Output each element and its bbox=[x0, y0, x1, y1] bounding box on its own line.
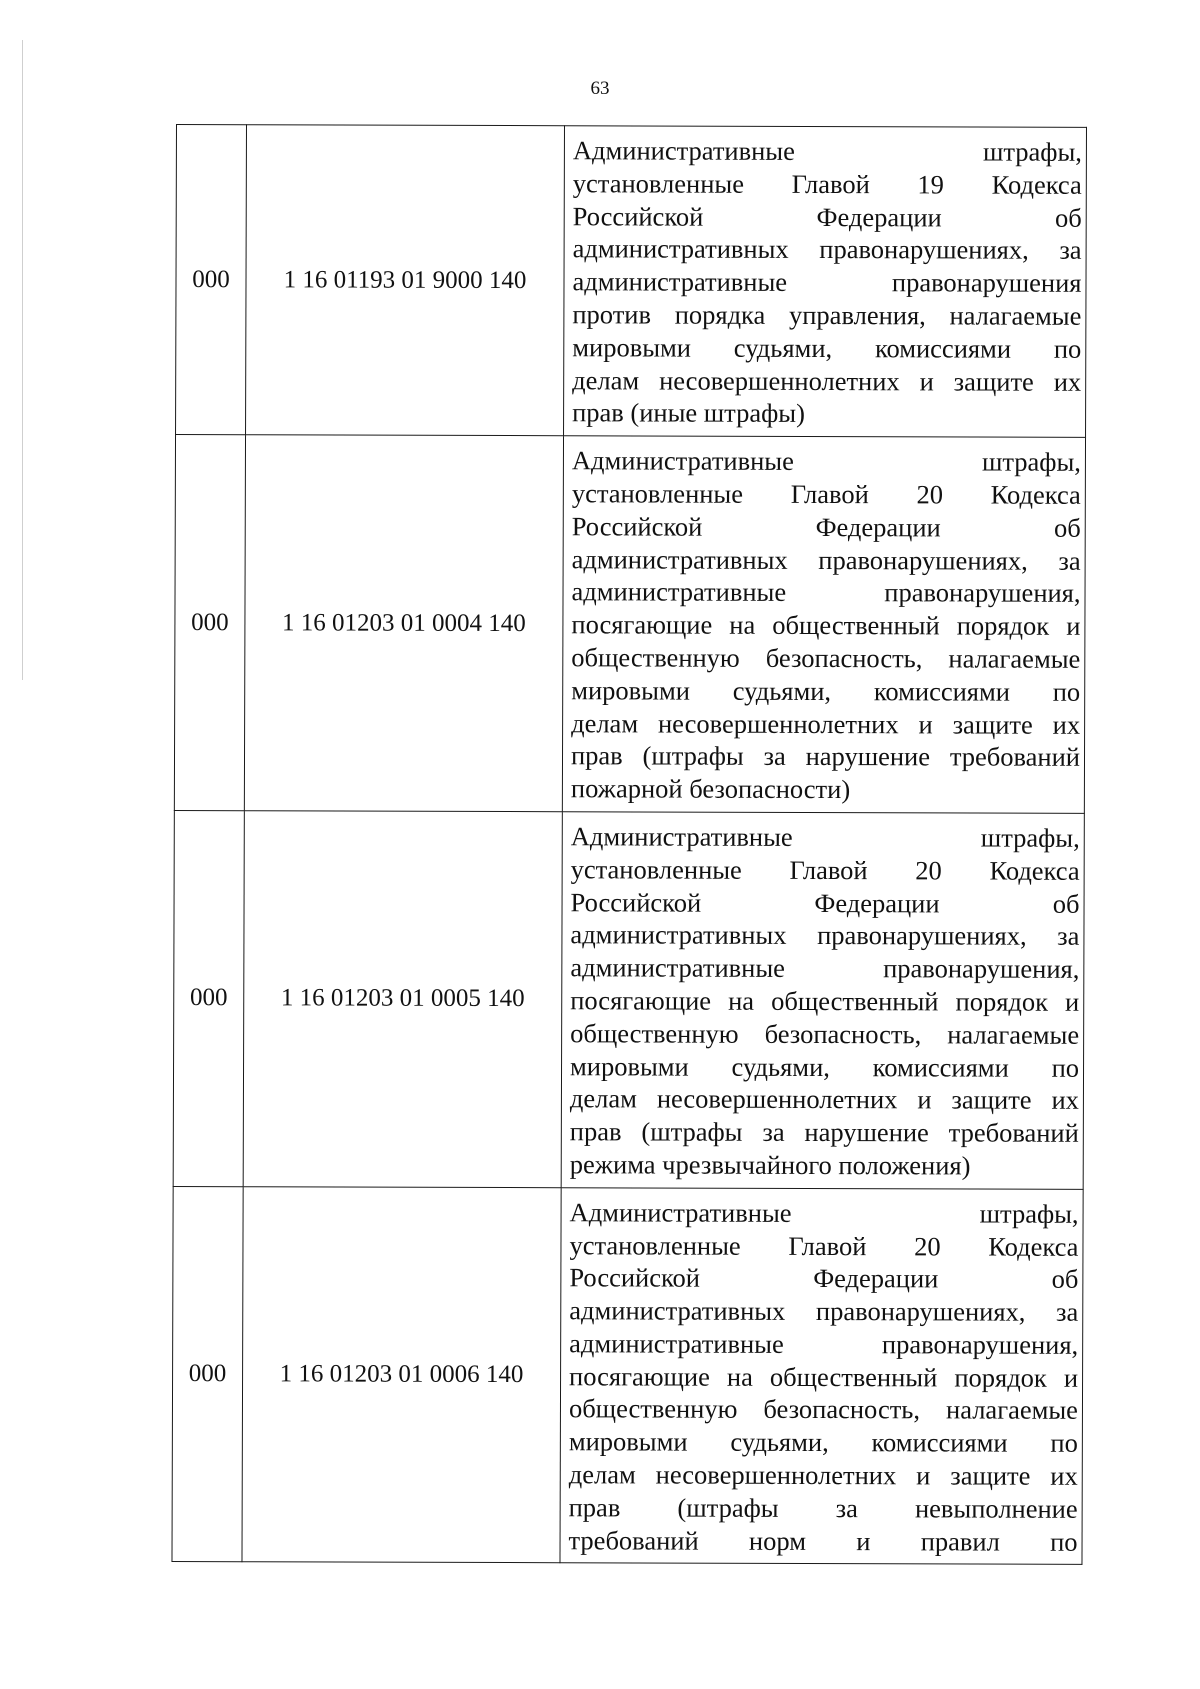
description-line: посягающие на общественный порядок и bbox=[570, 985, 1080, 1017]
description-line: посягающие на общественный порядок и bbox=[569, 1360, 1079, 1393]
description-line: административных правонарушениях, за bbox=[571, 543, 1081, 576]
description-cell bbox=[562, 436, 1085, 813]
description-line: административные правонарушения, bbox=[571, 576, 1081, 609]
description-line: административных правонарушениях, за bbox=[570, 919, 1080, 952]
admin-code-cell: 000 bbox=[173, 810, 244, 1186]
description-line: режима чрезвычайного положения) bbox=[569, 1149, 971, 1181]
description-line: общественную безопасность, налагаемые bbox=[571, 642, 1081, 674]
description-line: установленные Главой 20 Кодекса bbox=[570, 853, 1080, 886]
description-line: пожарной безопасности) bbox=[570, 773, 851, 805]
description-line: посягающие на общественный порядок и bbox=[571, 609, 1081, 641]
kbk-code-cell: 1 16 01203 01 0006 140 bbox=[242, 1186, 561, 1563]
description-cell bbox=[564, 126, 1087, 438]
description-line: общественную безопасность, налагаемые bbox=[568, 1393, 1079, 1426]
page-number: 63 bbox=[590, 78, 610, 99]
table-row bbox=[172, 1186, 1083, 1565]
table-row bbox=[174, 435, 1085, 814]
budget-code-table bbox=[171, 124, 1087, 1565]
description-line: требований норм и правил по bbox=[568, 1524, 1078, 1557]
table-row bbox=[176, 125, 1087, 438]
admin-code-cell: 000 bbox=[174, 435, 245, 811]
description-line: прав (штрафы за нарушение требований bbox=[570, 740, 1081, 773]
table-row bbox=[173, 810, 1084, 1189]
description-line: Российской Федерации об bbox=[570, 886, 1080, 919]
kbk-code-cell: 1 16 01193 01 9000 140 bbox=[246, 125, 565, 436]
description-line: прав (штрафы за невыполнение bbox=[568, 1492, 1078, 1524]
description-line: прав (штрафы за нарушение требований bbox=[569, 1116, 1079, 1148]
description-line: прав (иные штрафы) bbox=[572, 397, 805, 429]
description-line: административных правонарушениях, за bbox=[569, 1295, 1079, 1327]
description-line: административные правонарушения, bbox=[569, 1328, 1079, 1360]
description-line: против порядка управления, налагаемые bbox=[572, 299, 1082, 331]
description-line: установленные Главой 19 Кодекса bbox=[572, 168, 1082, 200]
kbk-code-cell: 1 16 01203 01 0004 140 bbox=[244, 435, 563, 812]
table-body bbox=[172, 125, 1087, 1565]
description-line: установленные Главой 20 Кодекса bbox=[571, 478, 1081, 510]
description-line: общественную безопасность, налагаемые bbox=[570, 1017, 1080, 1050]
description-line: установленные Главой 20 Кодекса bbox=[569, 1229, 1079, 1262]
description-line: Российской Федерации об bbox=[572, 200, 1082, 233]
description-line: административные правонарушения bbox=[572, 266, 1082, 299]
description-line: административных правонарушениях, за bbox=[572, 233, 1082, 266]
admin-code-cell: 000 bbox=[176, 125, 247, 435]
description-line: мировыми судьями, комиссиями по bbox=[569, 1050, 1080, 1083]
description-cell bbox=[560, 1187, 1083, 1564]
description-line: Административные штрафы, bbox=[570, 821, 1080, 853]
description-line: Российской Федерации об bbox=[569, 1262, 1079, 1295]
description-line: мировыми судьями, комиссиями по bbox=[571, 674, 1081, 707]
description-line: административные правонарушения, bbox=[570, 952, 1080, 984]
scan-edge-mark bbox=[22, 40, 23, 680]
description-line: делам несовершеннолетних и защите их bbox=[568, 1459, 1078, 1491]
description-line: Административные штрафы, bbox=[569, 1196, 1079, 1229]
description-line: мировыми судьями, комиссиями по bbox=[568, 1426, 1078, 1459]
kbk-code-cell: 1 16 01203 01 0005 140 bbox=[243, 811, 562, 1188]
description-line: Административные штрафы, bbox=[572, 135, 1082, 167]
description-line: Российской Федерации об bbox=[571, 511, 1081, 543]
admin-code-cell: 000 bbox=[172, 1186, 243, 1562]
description-line: Административные штрафы, bbox=[571, 445, 1081, 478]
description-line: делам несовершеннолетних и защите их bbox=[569, 1083, 1079, 1116]
description-line: делам несовершеннолетних и защите их bbox=[572, 364, 1082, 397]
description-line: мировыми судьями, комиссиями по bbox=[572, 332, 1082, 364]
description-cell bbox=[561, 812, 1084, 1189]
description-line: делам несовершеннолетних и защите их bbox=[571, 707, 1081, 740]
